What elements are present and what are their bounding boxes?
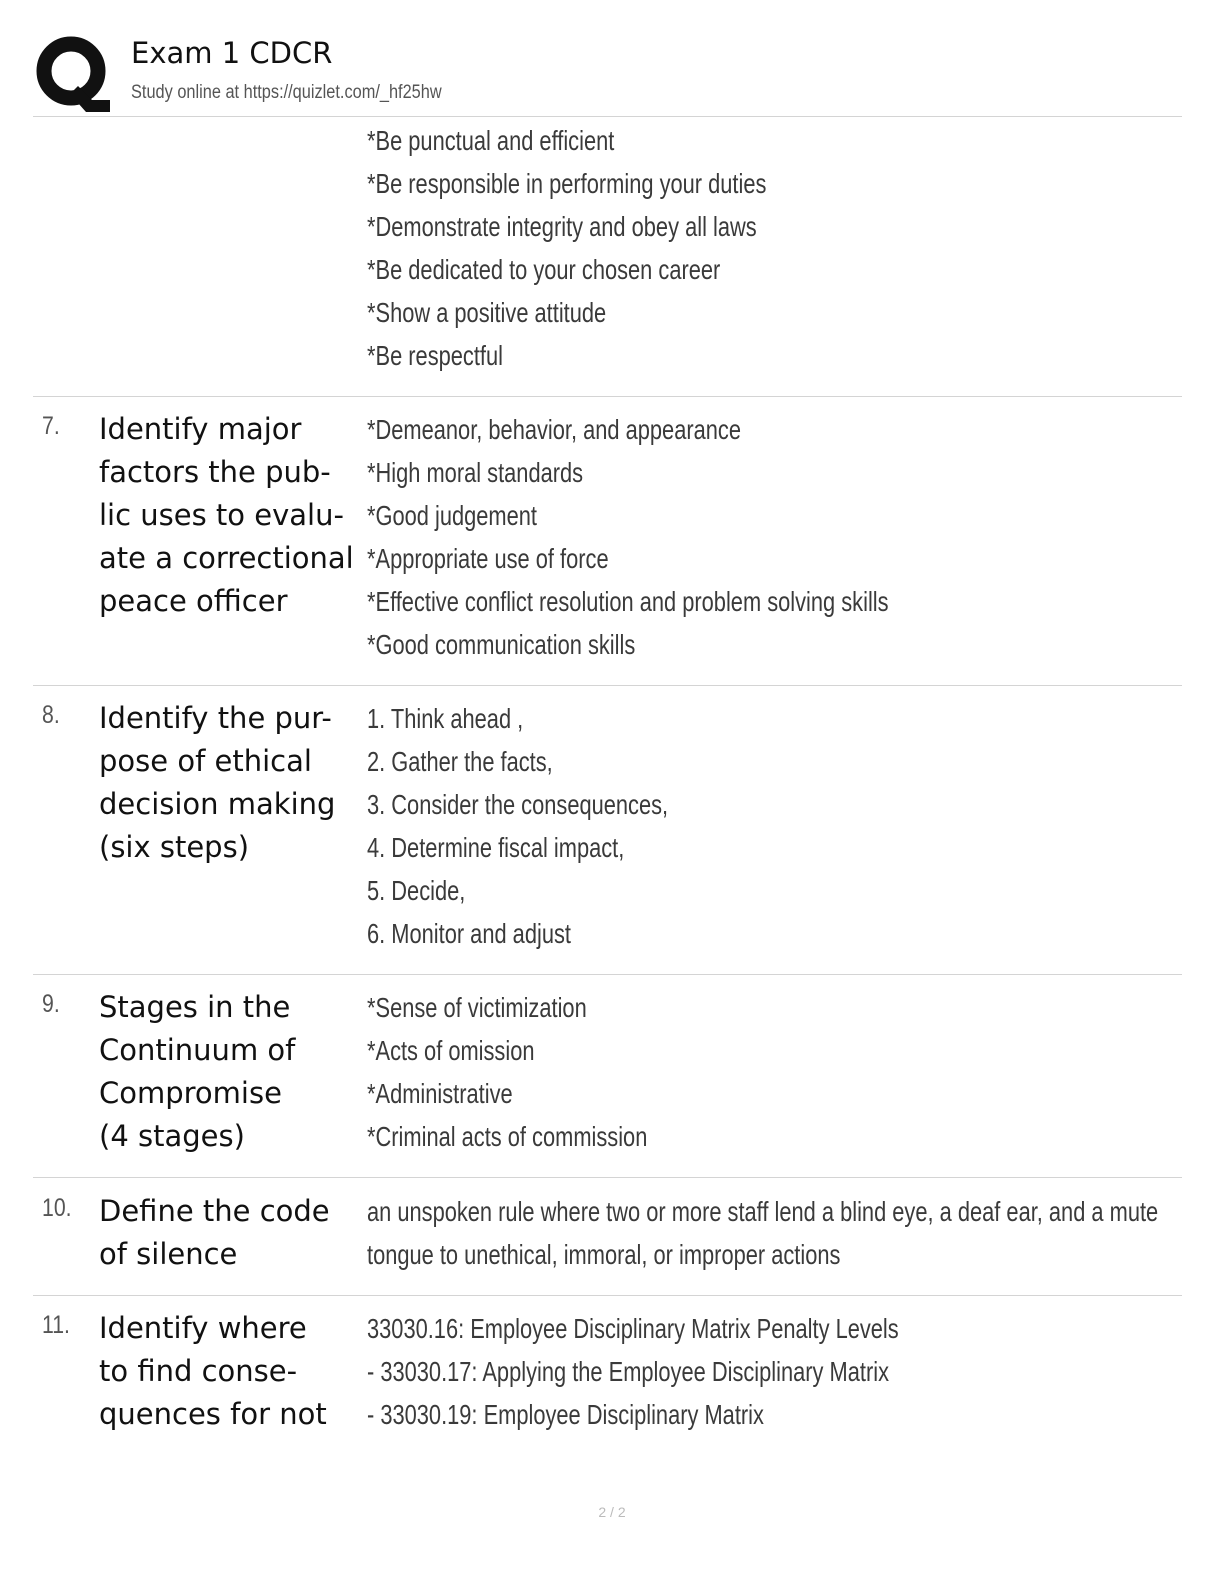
card-definition — [367, 697, 1224, 955]
definition-line: 4. Determine fiscal impact, — [367, 832, 625, 863]
card-term — [99, 408, 367, 623]
set-title: Exam 1 CDCR — [131, 36, 333, 70]
definition-line: *High moral standards — [367, 457, 584, 488]
page-number: 2 / 2 — [598, 1504, 626, 1520]
card-definition — [367, 1190, 1224, 1276]
card-number: 8. — [42, 701, 60, 729]
definition-line: *Demonstrate integrity and obey all laws — [367, 211, 757, 242]
card-divider — [33, 396, 1182, 397]
card-term — [99, 697, 367, 869]
definition-line: *Be punctual and efficient — [367, 125, 615, 156]
definition-line: *Appropriate use of force — [367, 543, 609, 574]
definition-line: *Good communication skills — [367, 629, 636, 660]
term-line: quences for not — [99, 1397, 327, 1431]
quizlet-q-logo-icon — [34, 34, 112, 112]
definition-line: *Effective conflict resolution and problem solving skills — [367, 586, 889, 617]
definition-line: 1. Think ahead , — [367, 703, 524, 734]
term-line: decision making — [99, 787, 336, 821]
term-line: (six steps) — [99, 830, 250, 864]
term-line: lic uses to evalu- — [99, 498, 344, 532]
term-line: Stages in the — [99, 990, 291, 1024]
term-line: pose of ethical — [99, 744, 312, 778]
header-divider — [33, 116, 1182, 117]
card-definition — [367, 408, 1224, 666]
card-definition — [367, 986, 1224, 1158]
definition-line: *Be responsible in performing your duties — [367, 168, 767, 199]
card-number: 11. — [42, 1311, 70, 1339]
term-line: peace officer — [99, 584, 288, 618]
definition-line: *Be dedicated to your chosen career — [367, 254, 721, 285]
card-term — [99, 1307, 367, 1436]
definition-line: 33030.16: Employee Disciplinary Matrix Penalty Levels — [367, 1313, 899, 1344]
term-line: Identify major — [99, 412, 302, 446]
term-line: factors the pub- — [99, 455, 331, 489]
definition-line: - 33030.17: Applying the Employee Disciplinary Matrix — [367, 1356, 890, 1387]
term-line: of silence — [99, 1237, 238, 1271]
study-online-link[interactable]: Study online at https://quizlet.com/_hf25hw — [131, 82, 442, 103]
term-line: (4 stages) — [99, 1119, 245, 1153]
definition-line: *Show a positive attitude — [367, 297, 607, 328]
definition-line: an unspoken rule where two or more staff lend a blind eye, a deaf ear, and a mute — [367, 1196, 1159, 1227]
term-line: to find conse- — [99, 1354, 298, 1388]
card-divider — [33, 1295, 1182, 1296]
definition-line: *Be respectful — [367, 340, 503, 371]
card-number: 7. — [42, 412, 60, 440]
definition-line: *Administrative — [367, 1078, 513, 1109]
term-line: Continuum of — [99, 1033, 296, 1067]
card-term — [99, 986, 367, 1158]
definition-line: *Demeanor, behavior, and appearance — [367, 414, 741, 445]
definition-line: *Criminal acts of commission — [367, 1121, 648, 1152]
definition-line: 5. Decide, — [367, 875, 466, 906]
card-divider — [33, 685, 1182, 686]
card-term — [99, 1190, 367, 1276]
card-number: 9. — [42, 990, 60, 1018]
term-line: Define the code — [99, 1194, 330, 1228]
card-number: 10. — [42, 1194, 72, 1222]
continued-definition — [367, 119, 1224, 377]
term-line: Identify the pur- — [99, 701, 332, 735]
card-definition — [367, 1307, 1224, 1436]
definition-line: 3. Consider the consequences, — [367, 789, 669, 820]
page-header — [34, 30, 1184, 114]
term-line: Identify where — [99, 1311, 307, 1345]
definition-line: tongue to unethical, immoral, or improper actions — [367, 1239, 841, 1270]
definition-line: 2. Gather the facts, — [367, 746, 553, 777]
term-line: Compromise — [99, 1076, 282, 1110]
card-divider — [33, 1177, 1182, 1178]
definition-line: *Acts of omission — [367, 1035, 535, 1066]
term-line: ate a correctional — [99, 541, 354, 575]
definition-line: *Sense of victimization — [367, 992, 587, 1023]
definition-line: *Good judgement — [367, 500, 537, 531]
definition-line: 6. Monitor and adjust — [367, 918, 571, 949]
card-divider — [33, 974, 1182, 975]
definition-line: - 33030.19: Employee Disciplinary Matrix — [367, 1399, 764, 1430]
